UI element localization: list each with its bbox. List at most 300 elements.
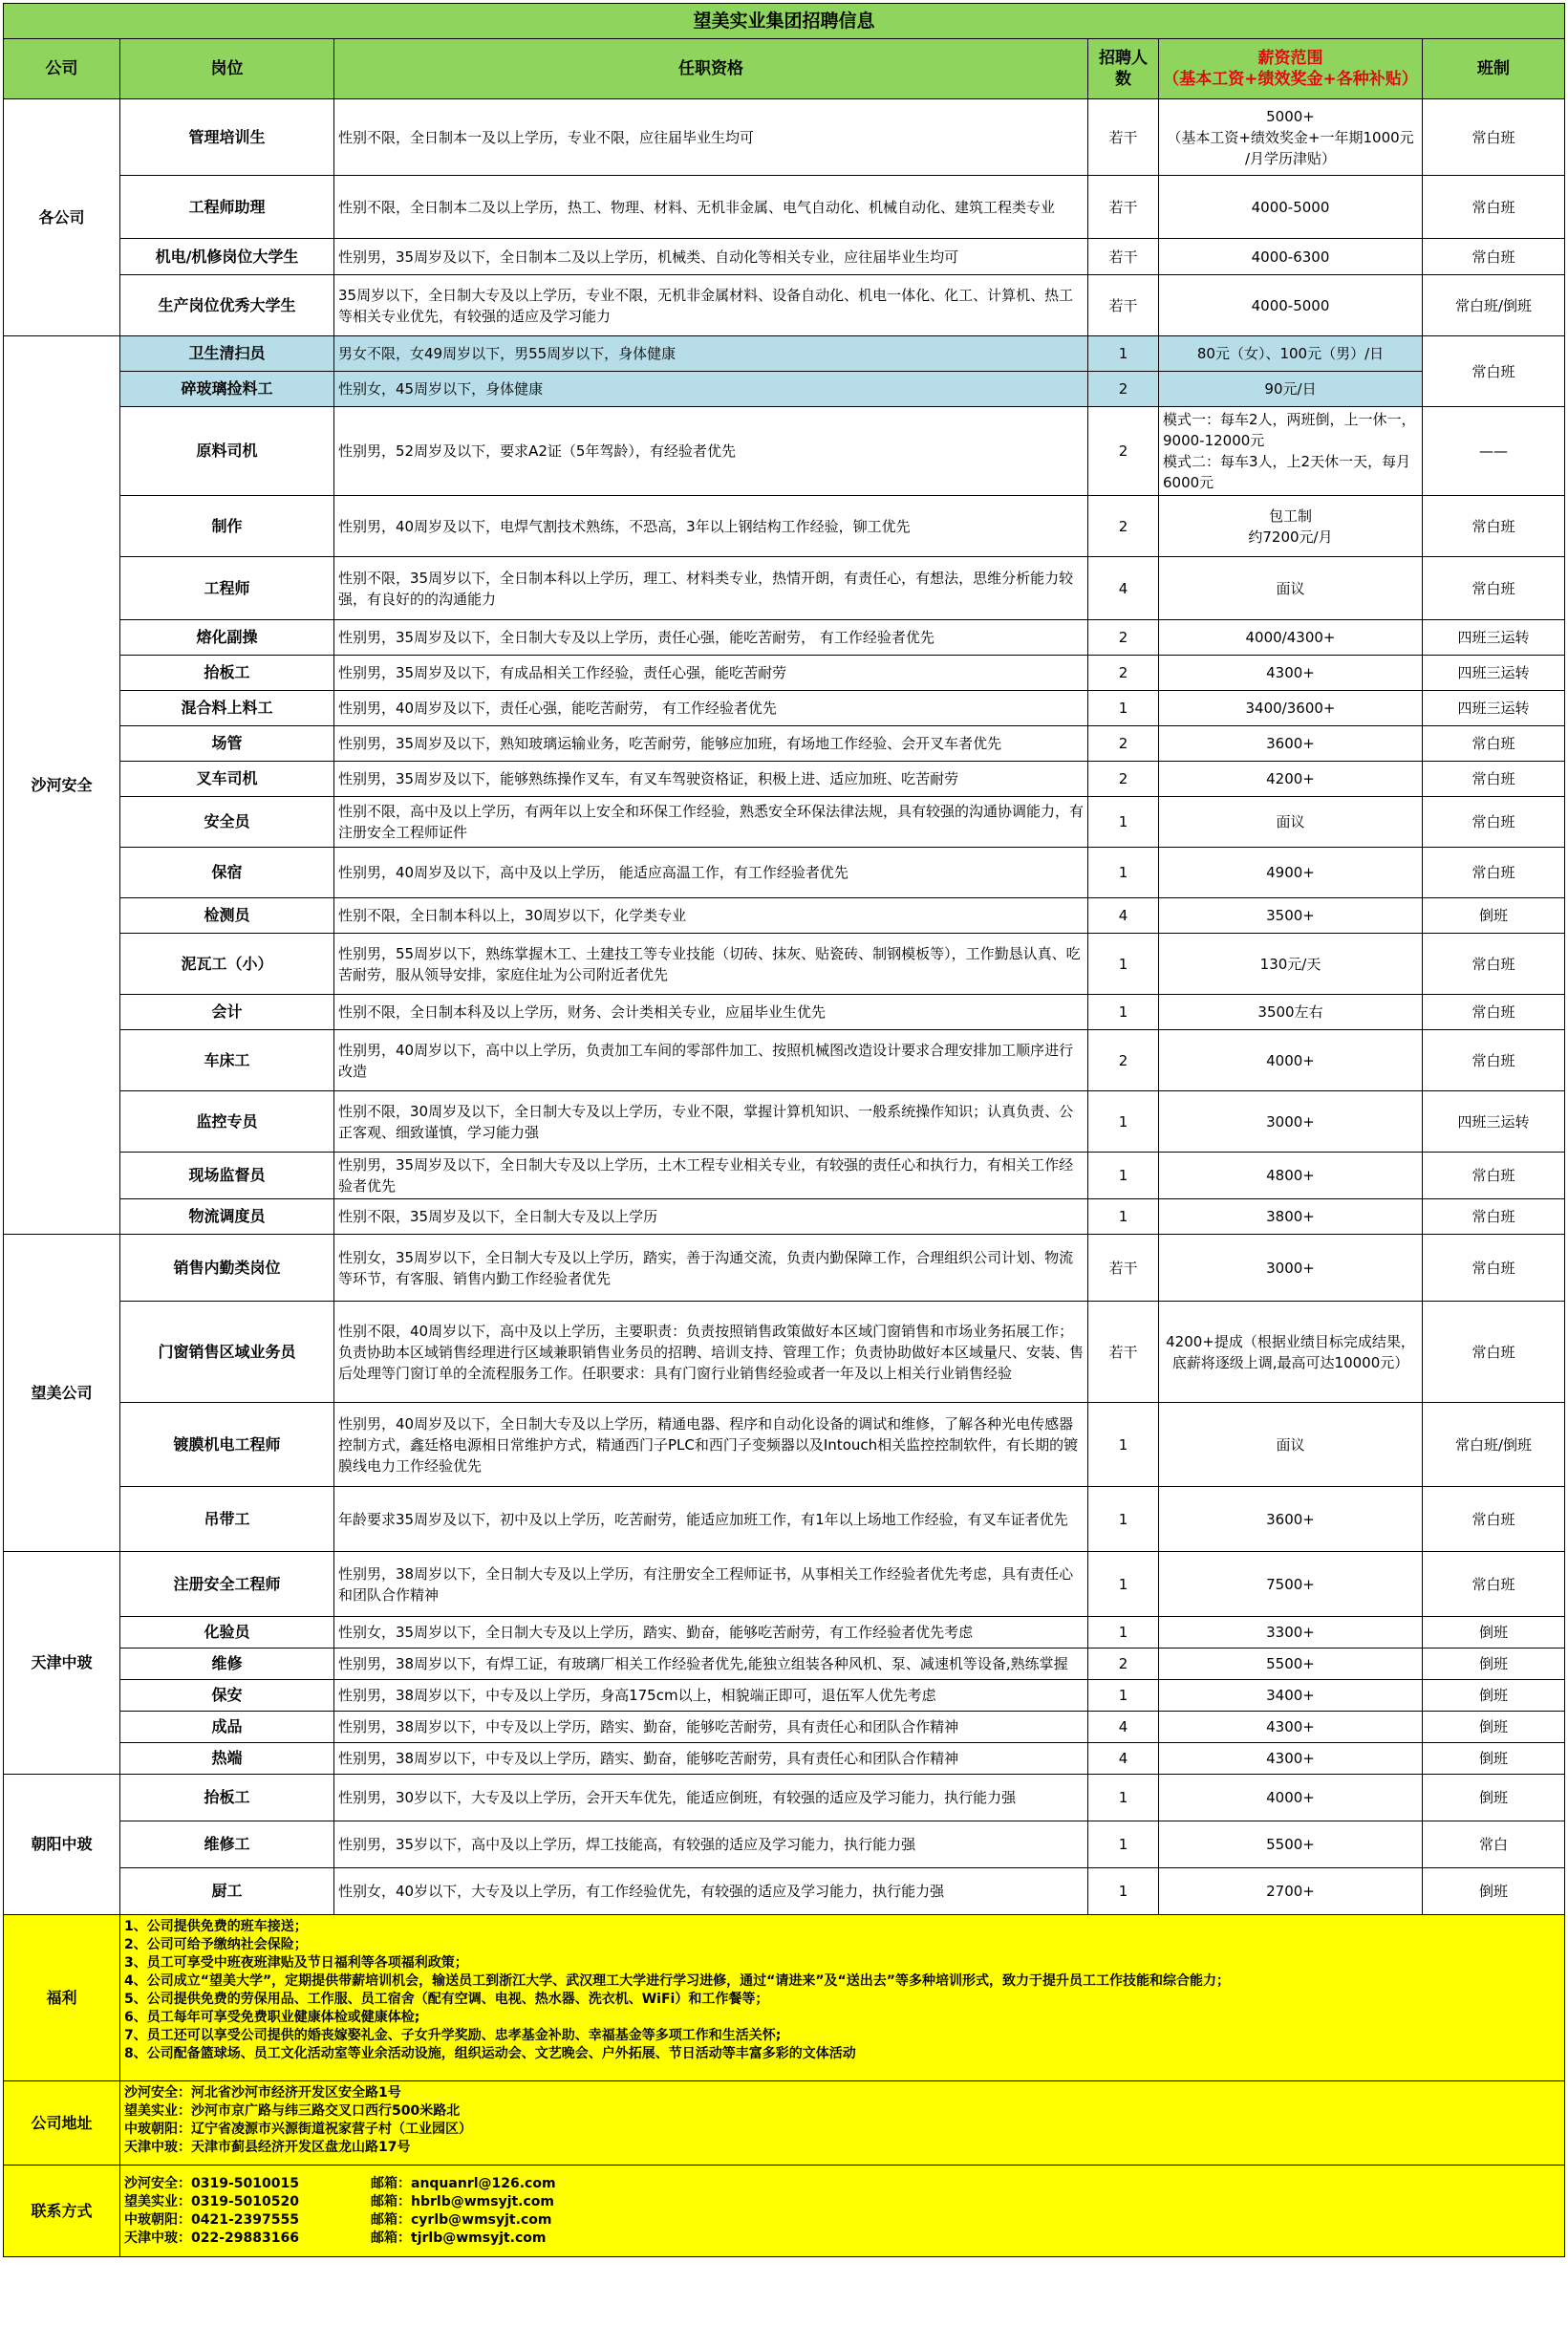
- position-cell: 保宿: [120, 848, 334, 898]
- count-cell: 1: [1088, 995, 1159, 1030]
- shift-cell: 四班三运转: [1423, 691, 1565, 726]
- count-cell: 1: [1088, 1617, 1159, 1649]
- address-item: 望美实业：沙河市京广路与纬三路交叉口西行500米路北: [124, 2103, 461, 2119]
- salary-line: 4000+: [1266, 1051, 1315, 1069]
- qualification-cell: 性别不限，35周岁以下，全日制本科以上学历，理工、材料类专业，热情开朗，有责任心，有想法，思维分析能力较强，有良好的的沟通能力: [334, 557, 1088, 620]
- shift-cell: 倒班: [1423, 1868, 1565, 1915]
- contact-email: 邮箱：cyrlb@wmsyjt.com: [371, 2211, 552, 2228]
- count-cell: 1: [1088, 1775, 1159, 1821]
- table-row: [4, 762, 1565, 797]
- page-title: 望美实业集团招聘信息: [4, 4, 1565, 39]
- qualification-cell: 性别不限，全日制本科及以上学历，财务、会计类相关专业，应届毕业生优先: [334, 995, 1088, 1030]
- salary-cell: [1159, 934, 1423, 995]
- shift-cell: 倒班: [1423, 1649, 1565, 1680]
- salary-line: /月学历津贴）: [1244, 149, 1337, 167]
- salary-line: 4300+: [1266, 1718, 1315, 1735]
- salary-line: 3000+: [1266, 1112, 1315, 1131]
- shift-cell: 常白班: [1423, 176, 1565, 239]
- company-cell: 各公司: [4, 99, 120, 336]
- table-row: [4, 336, 1565, 372]
- benefit-item: 2、公司可给予缴纳社会保险；: [124, 1937, 308, 1952]
- benefit-item: 5、公司提供免费的劳保用品、工作服、员工宿舍（配有空调、电视、热水器、洗衣机、WiFi）和工作餐等；: [124, 1992, 769, 2007]
- header-qualification: 任职资格: [334, 39, 1088, 99]
- contacts-row: [4, 2166, 1565, 2257]
- qualification-cell: 性别不限，高中及以上学历，有两年以上安全和环保工作经验，熟悉安全环保法律法规，具有较强的沟通协调能力，有注册安全工程师证件: [334, 797, 1088, 848]
- table-row: [4, 176, 1565, 239]
- salary-cell: [1159, 336, 1423, 372]
- position-cell: 混合料上料工: [120, 691, 334, 726]
- position-cell: 销售内勤类岗位: [120, 1235, 334, 1302]
- qualification-cell: 性别男，35周岁及以下，能够熟练操作叉车，有叉车驾驶资格证，积极上进、适应加班、吃苦耐劳: [334, 762, 1088, 797]
- shift-cell: 常白班: [1423, 1235, 1565, 1302]
- salary-cell: [1159, 99, 1423, 176]
- salary-cell: [1159, 995, 1423, 1030]
- table-row: [4, 1030, 1565, 1091]
- count-cell: 若干: [1088, 275, 1159, 336]
- table-row: [4, 656, 1565, 691]
- salary-line: 面议: [1276, 1435, 1305, 1454]
- shift-cell: 常白班: [1423, 1153, 1565, 1199]
- salary-line: 90元/日: [1264, 380, 1317, 398]
- count-cell: 2: [1088, 496, 1159, 557]
- position-cell: 抬板工: [120, 656, 334, 691]
- shift-cell: 常白班: [1423, 557, 1565, 620]
- count-cell: 若干: [1088, 1302, 1159, 1403]
- address-item: 沙河安全：河北省沙河市经济开发区安全路1号: [124, 2085, 401, 2101]
- table-row: [4, 898, 1565, 934]
- table-row: [4, 1617, 1565, 1649]
- title-row: [4, 4, 1565, 39]
- position-cell: 注册安全工程师: [120, 1552, 334, 1617]
- shift-cell: 常白班: [1423, 995, 1565, 1030]
- salary-cell: [1159, 239, 1423, 275]
- table-row: [4, 1199, 1565, 1235]
- salary-line: 3400+: [1266, 1687, 1315, 1704]
- salary-line: 3500左右: [1257, 1003, 1323, 1021]
- shift-cell: 常白班: [1423, 1302, 1565, 1403]
- qualification-cell: 性别不限，全日制本科以上，30周岁以下，化学类专业: [334, 898, 1088, 934]
- salary-cell: [1159, 1403, 1423, 1487]
- salary-cell: [1159, 496, 1423, 557]
- contact-email: 邮箱：hbrlb@wmsyjt.com: [371, 2193, 555, 2209]
- salary-line: 3400/3600+: [1245, 700, 1336, 717]
- position-cell: 现场监督员: [120, 1153, 334, 1199]
- qualification-cell: 性别男，40周岁及以下，全日制大专及以上学历，精通电器、程序和自动化设备的调试和维修，了解各种光电传感器控制方式，鑫廷格电源相日常维护方式，精通西门子PLC和西门子变频器以及Intouch相关监控控制软件，有长期的镀膜线电力工作经验优先: [334, 1403, 1088, 1487]
- qualification-cell: 性别男，40周岁及以下，责任心强，能吃苦耐劳， 有工作经验者优先: [334, 691, 1088, 726]
- qualification-cell: 性别不限，35周岁及以下，全日制大专及以上学历: [334, 1199, 1088, 1235]
- salary-cell: [1159, 726, 1423, 762]
- position-cell: 化验员: [120, 1617, 334, 1649]
- position-cell: 管理培训生: [120, 99, 334, 176]
- table-row: [4, 1649, 1565, 1680]
- shift-cell: 常白: [1423, 1821, 1565, 1868]
- qualification-cell: 性别男，52周岁及以下，要求A2证（5年驾龄），有经验者优先: [334, 407, 1088, 496]
- salary-cell: [1159, 1302, 1423, 1403]
- salary-line: 130元/天: [1259, 955, 1321, 973]
- position-cell: 会计: [120, 995, 334, 1030]
- benefit-item: 4、公司成立“望美大学”，定期提供带薪培训机会，输送员工到浙江大学、武汉理工大学进行学习进修，通过“请进来”及“送出去”等多种培训形式，致力于提升员工工作技能和综合能力；: [124, 1973, 1230, 1989]
- count-cell: 1: [1088, 1821, 1159, 1868]
- salary-line: 模式二：每车3人，上2天休一天，每月6000元: [1163, 453, 1411, 491]
- header-company: 公司: [4, 39, 120, 99]
- salary-line: 4000-5000: [1251, 198, 1330, 216]
- shift-cell: 常白班: [1423, 762, 1565, 797]
- salary-line: 3600+: [1266, 1510, 1315, 1528]
- address-row: [4, 2081, 1565, 2166]
- company-cell: 朝阳中玻: [4, 1775, 120, 1915]
- contact-phone: 中玻朝阳：0421-2397555: [124, 2211, 299, 2228]
- table-row: [4, 275, 1565, 336]
- position-cell: 物流调度员: [120, 1199, 334, 1235]
- shift-cell: 常白班: [1423, 848, 1565, 898]
- table-row: [4, 726, 1565, 762]
- position-cell: 泥瓦工（小）: [120, 934, 334, 995]
- salary-line: 4800+: [1266, 1167, 1315, 1184]
- table-row: [4, 239, 1565, 275]
- qualification-cell: 性别男，38周岁以下，中专及以上学历，踏实、勤奋，能够吃苦耐劳，具有责任心和团队合作精神: [334, 1743, 1088, 1775]
- salary-line: 面议: [1276, 813, 1305, 830]
- position-cell: 机电/机修岗位大学生: [120, 239, 334, 275]
- qualification-cell: 性别男，38周岁以下，全日制大专及以上学历，有注册安全工程师证书，从事相关工作经验者优先考虑，具有责任心和团队合作精神: [334, 1552, 1088, 1617]
- salary-cell: [1159, 620, 1423, 656]
- contact-phone: 沙河安全：0319-5010015: [124, 2175, 299, 2191]
- salary-line: 4000-6300: [1251, 248, 1330, 266]
- count-cell: 2: [1088, 1649, 1159, 1680]
- position-cell: 吊带工: [120, 1487, 334, 1552]
- salary-line: 包工制: [1268, 506, 1312, 525]
- position-cell: 场管: [120, 726, 334, 762]
- benefit-item: 8、公司配备篮球场、员工文化活动室等业余活动设施，组织运动会、文艺晚会、户外拓展、节日活动等丰富多彩的文体活动: [124, 2046, 856, 2061]
- qualification-cell: 性别男，38周岁以下，中专及以上学历，身高175cm以上，相貌端正即可，退伍军人优先考虑: [334, 1680, 1088, 1712]
- position-cell: 叉车司机: [120, 762, 334, 797]
- salary-line: 模式一：每车2人，两班倒，上一休一，9000-12000元: [1163, 411, 1416, 449]
- position-cell: 保安: [120, 1680, 334, 1712]
- contact-email: 邮箱：tjrlb@wmsyjt.com: [371, 2230, 547, 2246]
- qualification-cell: 男女不限，女49周岁以下，男55周岁以下，身体健康: [334, 336, 1088, 372]
- salary-cell: [1159, 797, 1423, 848]
- header-salary-title: 薪资范围: [1257, 49, 1323, 68]
- count-cell: 1: [1088, 691, 1159, 726]
- count-cell: 若干: [1088, 1235, 1159, 1302]
- salary-cell: [1159, 1680, 1423, 1712]
- salary-cell: [1159, 275, 1423, 336]
- salary-cell: [1159, 1617, 1423, 1649]
- count-cell: 2: [1088, 372, 1159, 407]
- table-row: [4, 797, 1565, 848]
- qualification-cell: 性别男，35岁以下，高中及以上学历，焊工技能高，有较强的适应及学习能力，执行能力强: [334, 1821, 1088, 1868]
- count-cell: 1: [1088, 934, 1159, 995]
- table-row: [4, 1775, 1565, 1821]
- table-row: [4, 848, 1565, 898]
- qualification-cell: 性别男，40周岁及以下，电焊气割技术熟练，不恐高，3年以上钢结构工作经验，铆工优先: [334, 496, 1088, 557]
- header-salary-sub: （基本工资+绩效奖金+各种补贴）: [1163, 70, 1418, 89]
- shift-cell: 倒班: [1423, 1712, 1565, 1743]
- table-row: [4, 1552, 1565, 1617]
- count-cell: 若干: [1088, 239, 1159, 275]
- contact-line: [124, 2211, 1560, 2230]
- salary-cell: [1159, 1743, 1423, 1775]
- count-cell: 1: [1088, 797, 1159, 848]
- salary-cell: [1159, 1091, 1423, 1153]
- position-cell: 工程师助理: [120, 176, 334, 239]
- qualification-cell: 性别不限，30周岁及以下，全日制大专及以上学历，专业不限，掌握计算机知识、一般系统操作知识；认真负责、公正客观、细致谨慎，学习能力强: [334, 1091, 1088, 1153]
- shift-cell: 倒班: [1423, 1743, 1565, 1775]
- count-cell: 1: [1088, 1403, 1159, 1487]
- shift-cell: 倒班: [1423, 1617, 1565, 1649]
- shift-cell: 倒班: [1423, 898, 1565, 934]
- position-cell: 熔化副操: [120, 620, 334, 656]
- shift-cell: 常白班: [1423, 1552, 1565, 1617]
- company-cell: 望美公司: [4, 1235, 120, 1552]
- benefits-row: [4, 1915, 1565, 2081]
- table-row: [4, 496, 1565, 557]
- count-cell: 2: [1088, 762, 1159, 797]
- shift-cell: 倒班: [1423, 1775, 1565, 1821]
- table-row: [4, 1680, 1565, 1712]
- qualification-cell: 性别男，40周岁以下，高中以上学历，负责加工车间的零部件加工、按照机械图改造设计要求合理安排加工顺序进行改造: [334, 1030, 1088, 1091]
- shift-cell: 常白班: [1423, 336, 1565, 407]
- header-salary: [1159, 39, 1423, 99]
- contact-line: [124, 2193, 1560, 2211]
- salary-line: 4000+: [1266, 1789, 1315, 1806]
- position-cell: 检测员: [120, 898, 334, 934]
- contact-email: 邮箱：anquanrl@126.com: [371, 2175, 556, 2191]
- table-row: [4, 1821, 1565, 1868]
- salary-cell: [1159, 1487, 1423, 1552]
- qualification-cell: 性别男，35周岁及以下，全日制大专及以上学历，土木工程专业相关专业，有较强的责任心和执行力，有相关工作经验者优先: [334, 1153, 1088, 1199]
- qualification-cell: 性别男，55周岁以下，熟练掌握木工、土建技工等专业技能（切砖、抹灰、贴瓷砖、制钢模板等），工作勤恳认真、吃苦耐劳，服从领导安排，家庭住址为公司附近者优先: [334, 934, 1088, 995]
- table-row: [4, 99, 1565, 176]
- table-row: [4, 557, 1565, 620]
- salary-cell: [1159, 1821, 1423, 1868]
- address-item: 天津中玻：天津市蓟县经济开发区盘龙山路17号: [124, 2140, 411, 2155]
- table-row: [4, 995, 1565, 1030]
- shift-cell: 常白班: [1423, 726, 1565, 762]
- shift-cell: 常白班: [1423, 496, 1565, 557]
- contact-line: [124, 2175, 1560, 2193]
- count-cell: 4: [1088, 898, 1159, 934]
- table-row: [4, 1743, 1565, 1775]
- salary-cell: [1159, 372, 1423, 407]
- salary-cell: [1159, 1235, 1423, 1302]
- table-row: [4, 1235, 1565, 1302]
- position-cell: 安全员: [120, 797, 334, 848]
- qualification-cell: 35周岁以下，全日制大专及以上学历，专业不限，无机非金属材料、设备自动化、机电一体化、化工、计算机、热工等相关专业优先，有较强的适应及学习能力: [334, 275, 1088, 336]
- count-cell: 2: [1088, 656, 1159, 691]
- salary-line: 3300+: [1266, 1624, 1315, 1641]
- count-cell: 2: [1088, 407, 1159, 496]
- header-row: [4, 39, 1565, 99]
- qualification-cell: 性别男，35周岁及以下，全日制本二及以上学历，机械类、自动化等相关专业，应往届毕业生均可: [334, 239, 1088, 275]
- count-cell: 1: [1088, 1552, 1159, 1617]
- contact-phone: 望美实业：0319-5010520: [124, 2193, 299, 2209]
- position-cell: 卫生清扫员: [120, 336, 334, 372]
- salary-line: 4000-5000: [1251, 296, 1330, 314]
- qualification-cell: 性别男，35周岁及以下，全日制大专及以上学历，责任心强，能吃苦耐劳， 有工作经验者优先: [334, 620, 1088, 656]
- benefit-item: 6、员工每年可享受免费职业健康体检或健康体检;: [124, 2010, 420, 2025]
- shift-cell: 常白班: [1423, 797, 1565, 848]
- table-row: [4, 1153, 1565, 1199]
- salary-cell: [1159, 898, 1423, 934]
- qualification-cell: 性别男，30岁以下，大专及以上学历，会开天车优先，能适应倒班，有较强的适应及学习能力，执行能力强: [334, 1775, 1088, 1821]
- salary-line: 5500+: [1266, 1655, 1315, 1672]
- position-cell: 车床工: [120, 1030, 334, 1091]
- salary-cell: [1159, 1712, 1423, 1743]
- qualification-cell: 性别女，35周岁以下，全日制大专及以上学历，踏实、勤奋，能够吃苦耐劳，有工作经验者优先考虑: [334, 1617, 1088, 1649]
- salary-line: 面议: [1276, 579, 1305, 597]
- salary-cell: [1159, 1552, 1423, 1617]
- count-cell: 1: [1088, 1091, 1159, 1153]
- salary-cell: [1159, 557, 1423, 620]
- salary-line: 80元（女）、100元（男）/日: [1196, 345, 1385, 362]
- salary-line: 3800+: [1266, 1208, 1315, 1225]
- qualification-cell: 性别不限，全日制本一及以上学历，专业不限，应往届毕业生均可: [334, 99, 1088, 176]
- table-row: [4, 1868, 1565, 1915]
- count-cell: 1: [1088, 1487, 1159, 1552]
- shift-cell: ——: [1423, 407, 1565, 496]
- salary-cell: [1159, 1868, 1423, 1915]
- position-cell: 监控专员: [120, 1091, 334, 1153]
- qualification-cell: 性别男，38周岁以下，中专及以上学历，踏实、勤奋，能够吃苦耐劳，具有责任心和团队合作精神: [334, 1712, 1088, 1743]
- benefit-item: 3、员工可享受中班夜班津贴及节日福利等各项福利政策；: [124, 1955, 468, 1971]
- count-cell: 1: [1088, 1199, 1159, 1235]
- table-row: [4, 691, 1565, 726]
- salary-cell: [1159, 656, 1423, 691]
- salary-line: 约7200元/月: [1248, 528, 1333, 546]
- position-cell: 抬板工: [120, 1775, 334, 1821]
- position-cell: 原料司机: [120, 407, 334, 496]
- count-cell: 4: [1088, 557, 1159, 620]
- table-row: [4, 620, 1565, 656]
- salary-line: 3600+: [1266, 735, 1315, 752]
- count-cell: 若干: [1088, 99, 1159, 176]
- salary-cell: [1159, 1030, 1423, 1091]
- company-cell: 天津中玻: [4, 1552, 120, 1775]
- count-cell: 2: [1088, 1030, 1159, 1091]
- qualification-cell: 性别不限，40周岁以下，高中及以上学历，主要职责：负责按照销售政策做好本区域门窗销售和市场业务拓展工作；负责协助本区域销售经理进行区域兼职销售业务员的招聘、培训支持、管理工作；负责协助做好本区域量尺、安装、售后处理等门窗订单的全流程服务工作。任职要求：具有门窗行业销售经验或者一年及以上相关行业销售经验: [334, 1302, 1088, 1403]
- shift-cell: 四班三运转: [1423, 656, 1565, 691]
- shift-cell: 常白班/倒班: [1423, 1403, 1565, 1487]
- salary-cell: [1159, 762, 1423, 797]
- position-cell: 维修工: [120, 1821, 334, 1868]
- salary-line: 4300+: [1266, 1750, 1315, 1767]
- contacts-label: 联系方式: [4, 2166, 120, 2257]
- salary-line: 4300+: [1266, 664, 1315, 681]
- shift-cell: 常白班: [1423, 99, 1565, 176]
- salary-cell: [1159, 407, 1423, 496]
- recruitment-table: [3, 3, 1565, 2257]
- salary-cell: [1159, 848, 1423, 898]
- position-cell: 门窗销售区域业务员: [120, 1302, 334, 1403]
- shift-cell: 常白班: [1423, 934, 1565, 995]
- shift-cell: 常白班: [1423, 1487, 1565, 1552]
- salary-line: 7500+: [1266, 1575, 1315, 1593]
- position-cell: 生产岗位优秀大学生: [120, 275, 334, 336]
- shift-cell: 四班三运转: [1423, 620, 1565, 656]
- salary-cell: [1159, 1199, 1423, 1235]
- salary-line: 3000+: [1266, 1259, 1315, 1277]
- salary-line: 4200+提成（根据业绩目标完成结果，底薪将逐级上调,最高可达10000元）: [1166, 1332, 1415, 1371]
- company-cell: 沙河安全: [4, 336, 120, 1235]
- salary-line: 4200+: [1266, 770, 1315, 787]
- position-cell: 镀膜机电工程师: [120, 1403, 334, 1487]
- salary-line: 3500+: [1266, 907, 1315, 924]
- qualification-cell: 性别女，45周岁以下，身体健康: [334, 372, 1088, 407]
- benefits-label: 福利: [4, 1915, 120, 2081]
- qualification-cell: 性别不限，全日制本二及以上学历，热工、物理、材料、无机非金属、电气自动化、机械自动化、建筑工程类专业: [334, 176, 1088, 239]
- table-row: [4, 1487, 1565, 1552]
- count-cell: 1: [1088, 848, 1159, 898]
- position-cell: 制作: [120, 496, 334, 557]
- position-cell: 维修: [120, 1649, 334, 1680]
- header-count: 招聘人数: [1088, 39, 1159, 99]
- address-list: [120, 2081, 1565, 2166]
- shift-cell: 倒班: [1423, 1680, 1565, 1712]
- benefit-item: 7、员工还可以享受公司提供的婚丧嫁娶礼金、子女升学奖励、忠孝基金补助、幸福基金等多项工作和生活关怀;: [124, 2028, 782, 2043]
- count-cell: 若干: [1088, 176, 1159, 239]
- salary-line: 4900+: [1266, 864, 1315, 881]
- salary-line: 5000+: [1266, 107, 1315, 125]
- salary-cell: [1159, 691, 1423, 726]
- salary-line: 4000/4300+: [1245, 629, 1336, 646]
- qualification-cell: 性别男，35周岁及以下，熟知玻璃运输业务，吃苦耐劳，能够应加班，有场地工作经验、会开叉车者优先: [334, 726, 1088, 762]
- contacts-list: [120, 2166, 1565, 2257]
- salary-line: 5500+: [1266, 1836, 1315, 1853]
- count-cell: 2: [1088, 726, 1159, 762]
- header-shift: 班制: [1423, 39, 1565, 99]
- position-cell: 厨工: [120, 1868, 334, 1915]
- address-label: 公司地址: [4, 2081, 120, 2166]
- shift-cell: 四班三运转: [1423, 1091, 1565, 1153]
- table-row: [4, 934, 1565, 995]
- qualification-cell: 性别女，35周岁以下，全日制大专及以上学历，踏实，善于沟通交流，负责内勤保障工作，合理组织公司计划、物流等环节，有客服、销售内勤工作经验者优先: [334, 1235, 1088, 1302]
- address-item: 中玻朝阳：辽宁省凌源市兴源街道祝家营子村（工业园区）: [124, 2122, 472, 2137]
- table-row: [4, 1403, 1565, 1487]
- count-cell: 4: [1088, 1743, 1159, 1775]
- shift-cell: 常白班: [1423, 1199, 1565, 1235]
- count-cell: 1: [1088, 1153, 1159, 1199]
- count-cell: 1: [1088, 1868, 1159, 1915]
- table-row: [4, 1302, 1565, 1403]
- salary-cell: [1159, 1649, 1423, 1680]
- position-cell: 工程师: [120, 557, 334, 620]
- salary-cell: [1159, 1775, 1423, 1821]
- benefits-list: [120, 1915, 1565, 2081]
- salary-line: 2700+: [1266, 1883, 1315, 1900]
- count-cell: 1: [1088, 336, 1159, 372]
- contact-phone: 天津中玻：022-29883166: [124, 2230, 299, 2246]
- shift-cell: 常白班: [1423, 239, 1565, 275]
- table-row: [4, 372, 1565, 407]
- contact-line: [124, 2230, 1560, 2248]
- qualification-cell: 年龄要求35周岁及以下，初中及以上学历，吃苦耐劳，能适应加班工作，有1年以上场地工作经验，有叉车证者优先: [334, 1487, 1088, 1552]
- table-row: [4, 1091, 1565, 1153]
- count-cell: 1: [1088, 1680, 1159, 1712]
- benefit-item: 1、公司提供免费的班车接送；: [124, 1919, 308, 1934]
- position-cell: 成品: [120, 1712, 334, 1743]
- position-cell: 热端: [120, 1743, 334, 1775]
- qualification-cell: 性别男，40周岁及以下，高中及以上学历， 能适应高温工作，有工作经验者优先: [334, 848, 1088, 898]
- position-cell: 碎玻璃捡料工: [120, 372, 334, 407]
- salary-line: （基本工资+绩效奖金+一年期1000元: [1167, 128, 1414, 146]
- count-cell: 4: [1088, 1712, 1159, 1743]
- header-position: 岗位: [120, 39, 334, 99]
- shift-cell: 常白班/倒班: [1423, 275, 1565, 336]
- qualification-cell: 性别男，38周岁以下，有焊工证，有玻璃厂相关工作经验者优先,能独立组装各种风机、泵、减速机等设备,熟练掌握: [334, 1649, 1088, 1680]
- salary-cell: [1159, 176, 1423, 239]
- count-cell: 2: [1088, 620, 1159, 656]
- table-row: [4, 1712, 1565, 1743]
